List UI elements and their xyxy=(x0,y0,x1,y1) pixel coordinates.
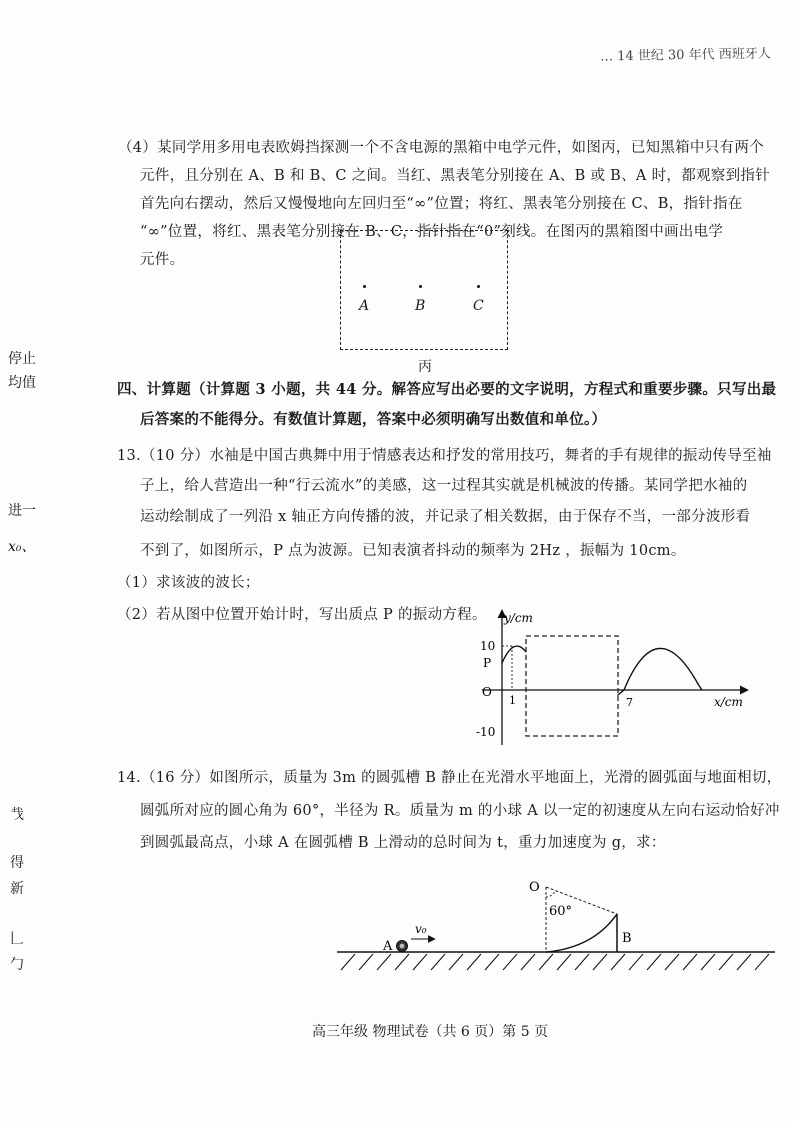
margin-char: 𠃊 xyxy=(10,931,24,947)
text-line: （4）某同学用多用电表欧姆挡探测一个不含电源的黑箱中电学元件，如图丙，已知黑箱中只有两个 xyxy=(118,140,764,156)
angle-arc xyxy=(546,891,555,897)
text-line: 四、计算题（计算题 3 小题，共 44 分。解答应写出必要的文字说明，方程式和重要步骤。只写出最 xyxy=(117,381,777,398)
margin-char: 停止 xyxy=(8,351,36,367)
wave-graph xyxy=(468,600,758,750)
point-c-dot xyxy=(477,285,480,288)
point-b-label: B xyxy=(415,298,426,314)
label-b: B xyxy=(622,931,632,946)
tick-7-label: 7 xyxy=(626,696,633,709)
margin-char: 进一 xyxy=(8,503,36,519)
label-angle: 60° xyxy=(549,904,573,919)
sub-question-1: （1）求该波的波长； xyxy=(117,575,260,591)
text-line: 13.（10 分）水袖是中国古典舞中用于情感表达和抒发的常用技巧，舞者的手有规律的振动传导至袖 xyxy=(117,448,772,464)
point-c-label: C xyxy=(473,298,484,314)
tick-neg10-label: -10 xyxy=(476,725,496,739)
point-a-label: A xyxy=(359,298,370,314)
point-a-dot xyxy=(363,285,366,288)
margin-char: 均值 xyxy=(8,375,36,391)
y-axis-label: y/cm xyxy=(504,611,533,625)
margin-char: 新 xyxy=(10,881,24,897)
header-fragment: … 14 世纪 30 年代 西班牙人 xyxy=(599,46,771,65)
figure-caption: 丙 xyxy=(418,359,432,375)
margin-char: x₀、 xyxy=(8,539,36,555)
wave-left-segment xyxy=(502,646,526,663)
label-v0: v₀ xyxy=(415,922,427,936)
x-axis-label: x/cm xyxy=(714,695,743,709)
origin-label: O xyxy=(482,685,492,699)
point-b-dot xyxy=(419,285,422,288)
text-line: 后答案的不能得分。有数值计算题，答案中必须明确写出数值和单位。） xyxy=(140,411,607,428)
tick-1-label: 1 xyxy=(509,694,516,707)
label-a: A xyxy=(383,939,393,954)
text-line: “∞”位置，将红、黑表笔分别接在 B、C，指针指在“0”刻线。在图丙的黑箱图中画出电学 xyxy=(140,224,724,240)
text-line: 到圆弧最高点，小球 A 在圆弧槽 B 上滑动的总时间为 t，重力加速度为 g，求： xyxy=(140,835,666,851)
margin-char: 𢦏 xyxy=(10,807,24,823)
arc-slot-diagram xyxy=(335,870,785,975)
text-line: 运动绘制成了一列沿 x 轴正方向传播的波，并记录了相关数据，由于保存不当，一部分波形看 xyxy=(140,509,751,525)
text-line: 14.（16 分）如图所示，质量为 3m 的圆弧槽 B 静止在光滑水平地面上，光滑的圆弧面与地面相切， xyxy=(117,770,782,786)
text-line: 元件。 xyxy=(140,252,185,268)
wave-right-segment xyxy=(618,648,702,695)
missing-region-box xyxy=(526,636,618,736)
sub-question-2: （2）若从图中位置开始计时，写出质点 P 的振动方程。 xyxy=(117,607,487,623)
arc-surface xyxy=(546,914,617,952)
margin-char: 勹 xyxy=(10,957,24,973)
tick-10-label: 10 xyxy=(480,639,496,653)
margin-char: 得 xyxy=(10,855,24,871)
black-box-diagram xyxy=(340,230,508,350)
text-line: 不到了，如图所示，P 点为波源。已知表演者抖动的频率为 2Hz ，振幅为 10cm。 xyxy=(140,543,686,559)
ball-a-highlight xyxy=(400,944,405,949)
text-line: 元件，且分别在 A、B 和 B、C 之间。当红、黑表笔分别接在 A、B 或 B、A 时，都观察到指针 xyxy=(140,168,771,184)
text-line: 圆弧所对应的圆心角为 60°，半径为 R。质量为 m 的小球 A 以一定的初速度从左向右运动恰好冲 xyxy=(140,803,780,819)
page-footer: 高三年级 物理试卷（共 6 页）第 5 页 xyxy=(312,1024,549,1040)
p-label: P xyxy=(483,656,492,670)
text-line: 子上，给人营造出一种“行云流水”的美感，这一过程其实就是机械波的传播。某同学把水袖的 xyxy=(140,478,748,494)
label-o: O xyxy=(529,880,540,895)
text-line: 首先向右摆动，然后又慢慢地向左回归至“∞”位置；将红、黑表笔分别接在 C、B，指针指在 xyxy=(140,196,743,212)
ground-hatching xyxy=(341,954,769,970)
